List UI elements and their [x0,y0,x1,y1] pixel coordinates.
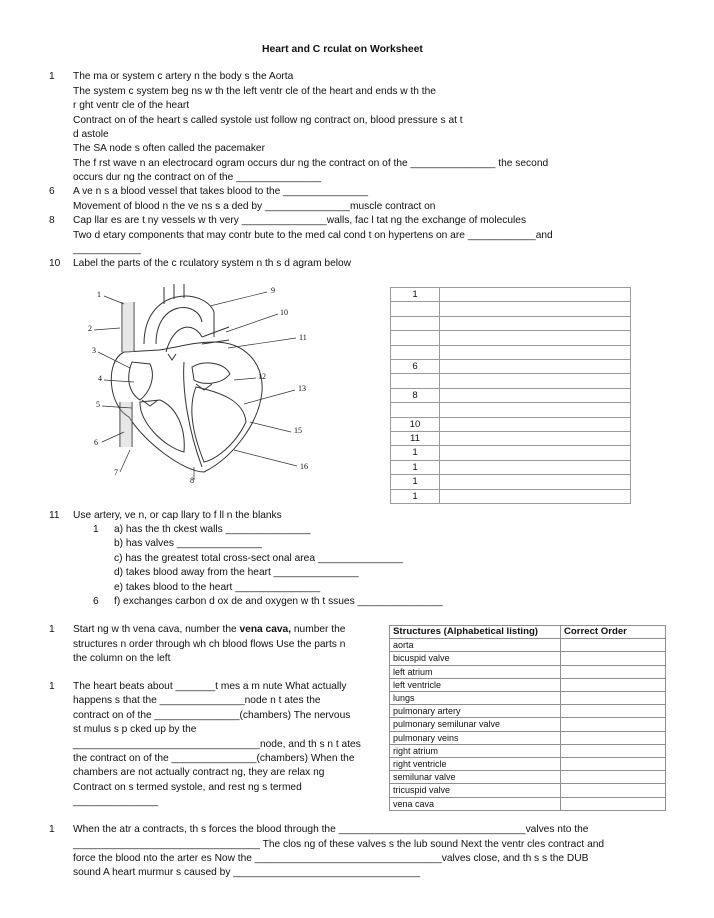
table-row [390,797,666,810]
row-number: 1 [391,460,440,474]
answer-cell[interactable] [440,302,631,316]
question-line: _________________________________node, and th s n t ates [73,739,361,750]
question-line: _________________________________ The clos ng of these valves s the lub sound Next the ventr cles contract and [73,839,605,850]
order-cell[interactable] [561,678,666,691]
question-line: the contract on of the _______________(chambers) When the [73,753,355,764]
structure-name: right ventricle [390,758,561,771]
table-row [391,288,631,302]
diagram-label: 9 [271,286,275,295]
diagram-label: 6 [94,438,98,447]
question-line: The heart beats about _______t mes a m nute What actually [73,681,347,692]
order-cell[interactable] [561,731,666,744]
question-line: a) has the th ckest walls _______________ [114,524,311,535]
question-line: _______________ [73,796,158,807]
structure-name: pulmonary veins [390,731,561,744]
structures-table [389,625,666,811]
question-line [73,623,345,637]
table-row [390,758,666,771]
structure-name: vena cava [390,797,561,810]
question-line: sound A heart murmur s caused by _________________________________ [73,867,421,878]
table-row [391,359,631,373]
item-number: 6 [93,596,99,607]
question-line: happens s that the _______________node n t ates the [73,695,321,706]
row-number: 11 [391,431,440,445]
question-line: Use artery, ve n, or cap llary to f ll n the blanks [73,510,282,521]
diagram-label: 15 [294,426,302,435]
question-line: Contract on s termed systole, and rest ng s termed [73,782,302,793]
question-bold-text: vena cava, [239,624,292,635]
order-cell[interactable] [561,639,666,652]
question-text: number the [291,624,346,635]
question-line: A ve n s a blood vessel that takes blood to the _______________ [73,186,369,197]
table-row [391,374,631,388]
question-number: 1 [49,824,55,835]
row-number [391,331,440,345]
row-number [391,316,440,330]
table-row [391,431,631,445]
row-number: 1 [391,489,440,503]
row-number: 1 [391,446,440,460]
structure-name: right atrium [390,744,561,757]
diagram-label: 2 [88,324,92,333]
row-number [391,374,440,388]
question-number: 10 [49,258,61,269]
table-row [391,489,631,503]
row-number: 6 [391,359,440,373]
diagram-label: 16 [300,462,308,471]
question-text: Start ng w th vena cava, number the [73,624,240,635]
answer-cell[interactable] [440,417,631,431]
question-line: Movement of blood n the ve ns s a ded by _______________muscle contract on [73,201,436,212]
answer-cell[interactable] [440,460,631,474]
structure-name: bicuspid valve [390,652,561,665]
question-number: 1 [49,624,55,635]
question-line: Label the parts of the c rculatory system n th s d agram below [73,258,352,269]
question-line: The ma or system c artery n the body s the Aorta [73,71,294,82]
answer-cell[interactable] [440,331,631,345]
table-row [390,678,666,691]
question-line: structures n order through wh ch blood flows Use the parts n [73,639,346,650]
row-number: 1 [391,288,440,302]
table-row [391,403,631,417]
question-number: 6 [49,186,55,197]
question-line: The system c system beg ns w th the left ventr cle of the heart and ends w th the [73,86,436,97]
question-line: occurs dur ng the contract on of the _______________ [73,172,322,183]
row-number [391,302,440,316]
question-line: When the atr a contracts, th s forces the blood through the _________________________________valves nto the [73,824,589,835]
table-row [391,316,631,330]
question-line: the column on the left [73,653,171,664]
question-number: 1 [49,681,55,692]
answer-cell[interactable] [440,431,631,445]
diagram-label: 11 [299,333,307,342]
diagram-label: 7 [114,468,118,477]
table-row [391,475,631,489]
table-row [390,718,666,731]
table-row [391,345,631,359]
table-row [390,692,666,705]
table-row [391,446,631,460]
question-line: Two d etary components that may contr bute to the med cal cond t on hypertens on are ____________and [73,230,553,241]
diagram-answer-table [390,287,631,504]
question-line: r ght ventr cle of the heart [73,100,190,111]
order-cell[interactable] [561,665,666,678]
order-cell[interactable] [561,744,666,757]
structure-name: lungs [390,692,561,705]
table-row [390,744,666,757]
table-row [391,388,631,402]
table-row [391,302,631,316]
table-row [390,731,666,744]
diagram-label: 5 [96,400,100,409]
question-number: 11 [49,510,60,521]
order-cell[interactable] [561,771,666,784]
table-row [390,705,666,718]
order-cell[interactable] [561,797,666,810]
column-header: Structures (Alphabetical listing) [390,626,561,639]
question-line: contract on of the _______________(chambers) The nervous [73,710,351,721]
table-row [391,417,631,431]
order-cell[interactable] [561,652,666,665]
table-row [390,784,666,797]
order-cell[interactable] [561,758,666,771]
order-cell[interactable] [561,705,666,718]
table-row [390,771,666,784]
diagram-label: 12 [258,372,266,381]
question-number: 8 [49,215,55,226]
table-row [390,639,666,652]
answer-cell[interactable] [440,489,631,503]
question-line: chambers are not actually contract ng, they are relax ng [73,767,325,778]
structure-name: pulmonary semilunar valve [390,718,561,731]
question-line: d) takes blood away from the heart _______________ [114,567,359,578]
question-line: f) exchanges carbon d ox de and oxygen w th t ssues _______________ [114,596,443,607]
question-line: The f rst wave n an electrocard ogram occurs dur ng the contract on of the _______________ the second [73,158,549,169]
heart-diagram-drawing [84,282,324,494]
answer-cell[interactable] [440,345,631,359]
answer-cell[interactable] [440,374,631,388]
question-number: 1 [49,71,55,82]
structure-name: tricuspid valve [390,784,561,797]
question-line: e) takes blood to the heart _______________ [114,582,321,593]
answer-cell[interactable] [440,316,631,330]
structure-name: left atrium [390,665,561,678]
table-row [390,652,666,665]
row-number: 10 [391,417,440,431]
structure-name: left ventricle [390,678,561,691]
answer-cell[interactable] [440,359,631,373]
diagram-label: 4 [98,374,102,383]
row-number [391,345,440,359]
question-line: d astole [73,129,109,140]
question-line: ____________ [73,244,141,255]
structure-name: pulmonary artery [390,705,561,718]
answer-cell[interactable] [440,446,631,460]
answer-cell[interactable] [440,403,631,417]
question-line: c) has the greatest total cross-sect onal area _______________ [114,553,403,564]
question-line: Contract on of the heart s called systole ust follow ng contract on, blood pressure s at t [73,115,463,126]
order-cell[interactable] [561,784,666,797]
table-header-row [390,626,666,639]
order-cell[interactable] [561,692,666,705]
item-number: 1 [93,524,99,535]
worksheet-title: Heart and C rculat on Worksheet [262,44,423,55]
answer-cell[interactable] [440,475,631,489]
diagram-label: 13 [298,384,306,393]
diagram-label: 1 [97,290,101,299]
row-number: 8 [391,388,440,402]
question-line: b) has valves _______________ [114,538,262,549]
table-row [391,331,631,345]
heart-diagram [84,282,324,494]
table-row [390,665,666,678]
structure-name: aorta [390,639,561,652]
question-line: The SA node s often called the pacemaker [73,143,265,154]
answer-cell[interactable] [440,388,631,402]
question-line: Cap llar es are t ny vessels w th very _______________walls, fac l tat ng the exchange of molecules [73,215,527,226]
order-cell[interactable] [561,718,666,731]
question-line: st mulus s p cked up by the [73,724,197,735]
question-line: force the blood nto the arter es Now the _________________________________valves close, and th s s the DUB [73,853,589,864]
diagram-label: 8 [190,476,194,485]
diagram-label: 10 [280,308,288,317]
answer-cell[interactable] [440,288,631,302]
row-number: 1 [391,475,440,489]
table-row [391,460,631,474]
row-number [391,403,440,417]
structure-name: semilunar valve [390,771,561,784]
diagram-label: 3 [92,346,96,355]
column-header: Correct Order [561,626,666,639]
